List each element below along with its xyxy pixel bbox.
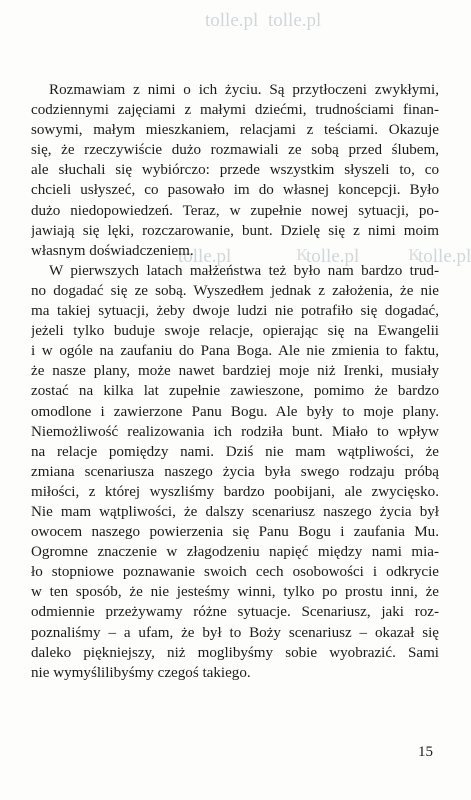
text-line: Nie mam wątpliwości, że dalszy scenariusz naszego życia był — [31, 503, 439, 520]
text-line: owocem naszego powierzenia się Panu Bogu i zaufania Mu. — [31, 524, 439, 541]
text-line: poznaliśmy – a ufam, że był to Boży scenariusz – okazał się — [31, 624, 439, 641]
text-line: W pierwszych latach małżeństwa też było nam bardzo trud- — [49, 262, 439, 279]
text-line: no dogadać się ze sobą. Wyszedłem jednak z założenia, że nie — [31, 282, 439, 299]
text-line: zostać na kilka lat zupełnie zawieszone, pomimo że bardzo — [31, 383, 439, 400]
text-line: chcieli usłyszeć, co pasowało im do własnej koncepcji. Było — [31, 182, 439, 199]
text-line: jeżeli tylko buduje swoje relacje, opierając się na Ewangelii — [31, 323, 439, 340]
text-line: omodlone i zawierzone Panu Bogu. Ale były to moje plany. — [31, 403, 439, 420]
text-line: ło stopniowe poznawanie swoich cech osobowości i odkrycie — [31, 564, 439, 581]
text-line: własnym doświadczeniem. — [31, 242, 194, 259]
paragraph-1 — [31, 80, 439, 261]
text-line: odmiennie przeżywamy różne sytuacje. Scenariusz, jaki roz- — [31, 604, 439, 621]
paragraph-2 — [31, 261, 439, 683]
text-line: codziennymi zajęciami z małymi dziećmi, trudnościami finan- — [31, 102, 439, 119]
text-line: ale słuchali się wybiórczo: przede wszystkim słyszeli to, co — [31, 162, 439, 179]
text-line: i w ogóle na zaufaniu do Pana Boga. Ale nie zmienia to faktu, — [31, 343, 439, 360]
watermark-logo-icon: ĸ — [408, 240, 420, 266]
watermark-text: tolle.pl — [268, 10, 322, 31]
body-text — [31, 80, 439, 683]
text-line: nie wymyślilibyśmy czegoś takiego. — [31, 664, 251, 681]
text-line: daleko piękniejszy, niż moglibyśmy sobie wyobrazić. Sami — [31, 644, 439, 661]
text-line: w ten sposób, że nie jesteśmy winni, tylko po prostu inni, że — [31, 584, 439, 601]
watermark-text: tolle.pl — [418, 246, 471, 267]
watermark-text: tolle.pl — [178, 246, 232, 267]
text-line: jawiają się lęki, rozczarowanie, bunt. Dzielę się z nimi moim — [31, 222, 439, 239]
text-line: ma takiej sytuacji, żeby dwoje ludzi nie potrafiło się dogadać, — [31, 303, 439, 320]
text-line: miłości, z której wyszliśmy bardzo poobijani, ale zwycięsko. — [31, 483, 439, 500]
text-line: dużo niedopowiedzeń. Teraz, w zupełnie nowej sytuacji, po- — [31, 202, 439, 219]
text-line: się, że rzeczywiście dużo rozmawiali ze sobą przed ślubem, — [31, 142, 439, 159]
text-line: zmiana scenariusza naszego życia była swego rodzaju próbą — [31, 463, 439, 480]
watermark-text: tolle.pl — [205, 10, 259, 31]
text-line: że nasze plany, może nawet bardziej moje niż Irenki, musiały — [31, 363, 439, 380]
watermark-text: tolle.pl — [306, 246, 360, 267]
page-number: 15 — [418, 744, 433, 760]
text-line: Ogromne znaczenie w złagodzeniu napięć między nami mia- — [31, 544, 439, 561]
text-line: sowymi, małym mieszkaniem, relacjami z teściami. Okazuje — [31, 122, 439, 139]
watermark-logo-icon: ĸ — [296, 240, 308, 266]
text-line: na relacje pomiędzy nami. Dziś nie mam wątpliwości, że — [31, 443, 439, 460]
text-line: Niemożliwość realizowania ich rodziła bunt. Miało to wpływ — [31, 423, 439, 440]
text-line: Rozmawiam z nimi o ich życiu. Są przytłoczeni zwykłymi, — [49, 82, 439, 98]
